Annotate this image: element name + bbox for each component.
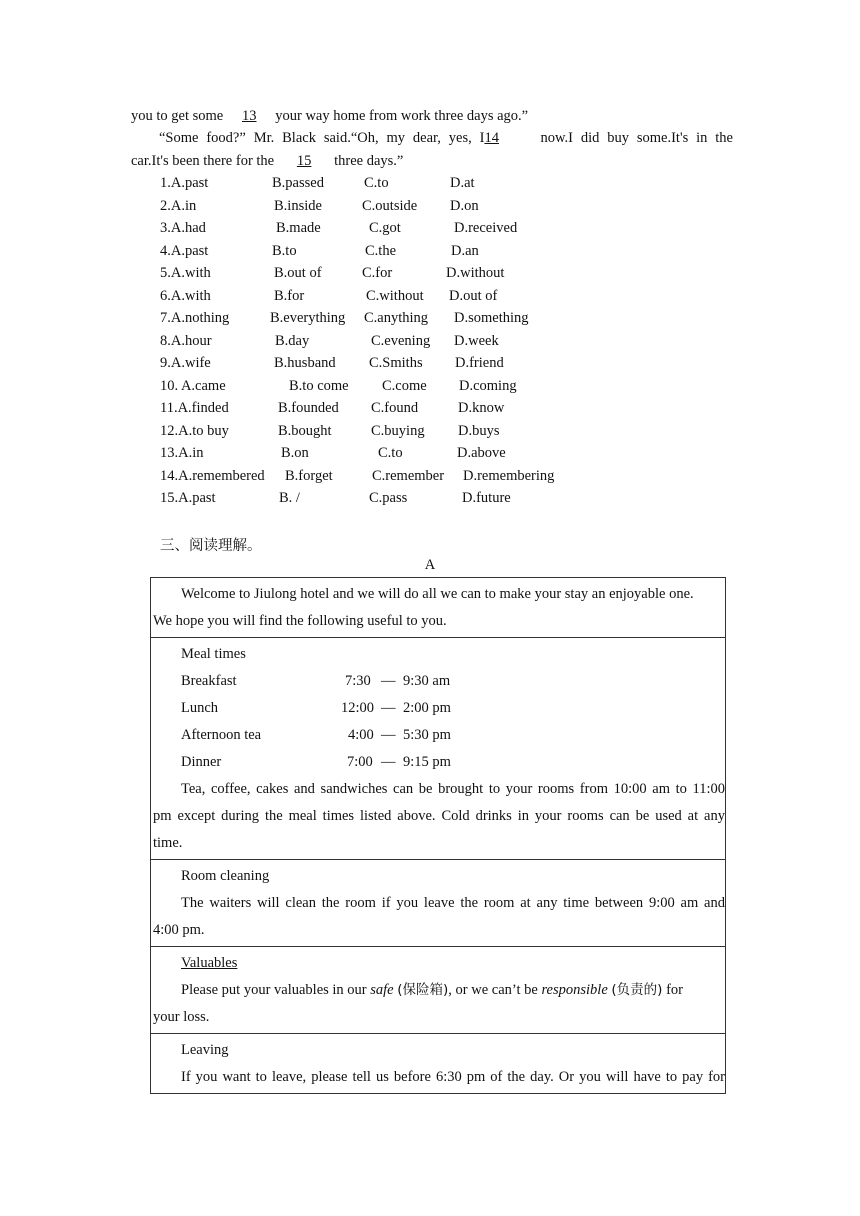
meal-note-line-3: time. — [153, 835, 183, 851]
options-list — [160, 172, 660, 510]
meal-start: 12:00 — [341, 700, 375, 716]
meal-dash: — — [381, 727, 396, 743]
option-q: 12.A.to buy — [160, 422, 229, 439]
option-b: B.to come — [289, 377, 349, 394]
notice-row-valuables — [151, 947, 726, 1034]
cloze-text: your way home from work three days ago.” — [275, 108, 529, 124]
option-row — [160, 375, 660, 398]
option-q: 15.A.past — [160, 490, 216, 506]
cloze-text: you to get some — [131, 108, 224, 124]
meal-name: Afternoon tea — [181, 727, 262, 743]
option-b: B.forget — [285, 467, 333, 484]
option-b: B.everything — [270, 310, 346, 326]
option-c: C.for — [362, 265, 393, 281]
valuables-line-1 — [153, 977, 725, 1004]
option-row — [160, 420, 660, 443]
meal-row — [153, 695, 725, 722]
option-row — [160, 465, 660, 488]
option-q: 5.A.with — [160, 265, 211, 281]
cleaning-line-1: The waiters will clean the room if you leave the room at any time between 9:00 am and — [181, 895, 725, 911]
meal-row — [153, 722, 725, 749]
meal-start: 7:30 — [345, 673, 371, 689]
meal-end: 9:15 pm — [403, 754, 451, 770]
option-b: B.bought — [278, 422, 332, 439]
notice-row-meals — [151, 638, 726, 860]
option-b: B.on — [281, 445, 309, 461]
option-c: C.remember — [372, 467, 445, 484]
option-row — [160, 217, 660, 240]
valuables-title-wrap — [153, 950, 725, 977]
option-row — [160, 262, 660, 285]
meal-start: 4:00 — [348, 727, 374, 743]
option-q: 7.A.nothing — [160, 310, 230, 326]
option-row — [160, 487, 660, 510]
option-b: B.out of — [274, 265, 322, 281]
option-q: 4.A.past — [160, 242, 209, 259]
option-b: B.made — [276, 220, 321, 236]
option-c: C.outside — [362, 197, 418, 214]
option-c: C.pass — [369, 490, 408, 506]
valuables-text: Please put your valuables in our — [181, 982, 371, 998]
option-q: 1.A.past — [160, 175, 209, 191]
cloze-text: “Some food?” Mr. Black said.“Oh, my dear, yes, I — [159, 130, 485, 146]
cloze-line-2 — [131, 127, 733, 150]
option-c: C.evening — [371, 332, 431, 349]
option-b: B.passed — [272, 175, 324, 191]
option-q: 10. A.came — [160, 377, 226, 394]
cloze-text: three days.” — [334, 153, 404, 169]
option-d: D.without — [446, 265, 505, 281]
option-row — [160, 240, 660, 263]
valuables-text: , or we can’t be — [448, 982, 542, 998]
option-c: C.Smiths — [369, 355, 423, 371]
option-d: D.remembering — [463, 467, 555, 484]
meal-name: Lunch — [181, 700, 219, 716]
meal-note-line-2: pm except during the meal times listed above. Cold drinks in your rooms can be used at any — [153, 808, 725, 824]
meal-dash: — — [381, 754, 396, 770]
option-b: B.day — [275, 332, 310, 349]
option-row — [160, 442, 660, 465]
blank-14: 14 — [484, 130, 499, 146]
option-q: 14.A.remembered — [160, 467, 265, 484]
section-title: 三、阅读理解。 — [160, 538, 262, 554]
option-d: D.an — [451, 242, 479, 259]
option-c: C.found — [371, 400, 419, 416]
meal-times-title: Meal times — [181, 646, 246, 662]
notice-row-leaving — [151, 1034, 726, 1094]
option-row — [160, 397, 660, 420]
option-d: D.future — [462, 490, 511, 506]
option-c: C.got — [369, 220, 401, 236]
option-q: 9.A.wife — [160, 355, 211, 371]
option-d: D.coming — [459, 377, 517, 394]
option-d: D.buys — [458, 422, 500, 439]
cloze-text: now.I did buy some.It's in the — [540, 130, 733, 146]
meal-row — [153, 749, 725, 776]
option-c: C.buying — [371, 422, 425, 439]
welcome-line-1: Welcome to Jiulong hotel and we will do all we can to make your stay an enjoyable one. — [181, 586, 694, 602]
option-c: C.come — [382, 377, 427, 394]
option-row — [160, 285, 660, 308]
option-d: D.on — [450, 197, 479, 214]
option-c: C.to — [364, 175, 389, 191]
option-d: D.know — [458, 400, 505, 416]
blank-15: 15 — [296, 153, 312, 169]
meal-row — [153, 668, 725, 695]
option-q: 11.A.finded — [160, 400, 229, 416]
blank-13: 13 — [241, 108, 257, 124]
option-row — [160, 172, 660, 195]
term-responsible: responsible — [541, 982, 608, 998]
option-b: B.inside — [274, 197, 322, 214]
term-safe: safe — [370, 982, 394, 998]
option-c: C.to — [378, 445, 403, 461]
option-d: D.something — [454, 310, 529, 326]
meal-name: Dinner — [181, 754, 222, 770]
option-d: D.at — [450, 175, 475, 191]
option-q: 13.A.in — [160, 445, 204, 461]
meal-start: 7:00 — [347, 754, 373, 770]
notice-row-welcome — [151, 578, 726, 638]
valuables-title: Valuables — [181, 955, 238, 971]
meal-dash: — — [381, 673, 396, 689]
leaving-line-1: If you want to leave, please tell us before 6:30 pm of the day. Or you will have to pay for — [181, 1069, 725, 1085]
option-q: 2.A.in — [160, 197, 197, 214]
hotel-notice-table — [150, 577, 726, 1094]
option-b: B.to — [272, 242, 297, 259]
welcome-line-2: We hope you will find the following useful to you. — [153, 613, 447, 629]
passage-label: A — [424, 557, 436, 573]
option-row — [160, 352, 660, 375]
cleaning-line-2: 4:00 pm. — [153, 922, 205, 938]
option-d: D.above — [457, 445, 506, 461]
room-cleaning-title: Room cleaning — [181, 868, 270, 884]
leaving-title: Leaving — [181, 1042, 229, 1058]
option-c: C.without — [366, 287, 424, 304]
meal-name: Breakfast — [181, 673, 237, 689]
meal-end: 5:30 pm — [403, 727, 451, 743]
option-c: C.anything — [364, 310, 429, 326]
option-q: 6.A.with — [160, 287, 211, 304]
option-b: B. / — [279, 490, 300, 506]
option-d: D.out of — [449, 287, 498, 304]
option-d: D.received — [454, 220, 518, 236]
notice-row-cleaning — [151, 860, 726, 947]
valuables-text: for — [662, 982, 683, 998]
meal-note-line-1: Tea, coffee, cakes and sandwiches can be brought to your rooms from 10:00 am to 11:00 — [181, 781, 725, 797]
meal-dash: — — [381, 700, 396, 716]
option-b: B.husband — [274, 355, 336, 371]
option-b: B.for — [274, 287, 305, 304]
cloze-line-3 — [131, 150, 733, 173]
meal-end: 9:30 am — [403, 673, 451, 689]
option-row — [160, 195, 660, 218]
option-c: C.the — [365, 242, 397, 259]
option-q: 3.A.had — [160, 220, 206, 236]
option-d: D.week — [454, 332, 499, 349]
option-q: 8.A.hour — [160, 332, 212, 349]
option-row — [160, 307, 660, 330]
cloze-line-1 — [131, 105, 733, 128]
cloze-text: car.It's been there for the — [131, 153, 275, 169]
valuables-line-2: your loss. — [153, 1009, 210, 1025]
meal-end: 2:00 pm — [403, 700, 451, 716]
option-b: B.founded — [278, 400, 339, 416]
term-safe-cn: (保险箱) — [397, 982, 449, 998]
option-d: D.friend — [455, 355, 504, 371]
option-row — [160, 330, 660, 353]
term-responsible-cn: (负责的) — [611, 982, 663, 998]
